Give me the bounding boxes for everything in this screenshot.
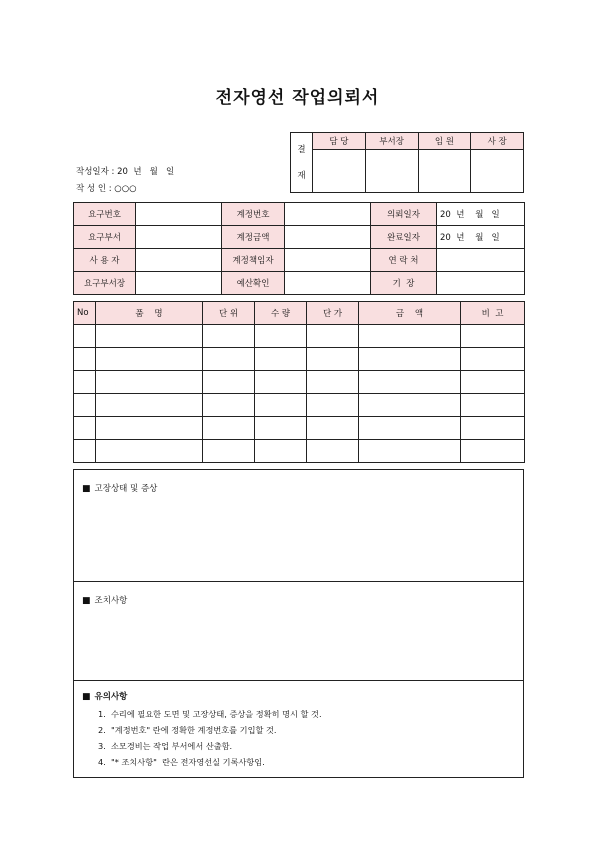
info-row: [74, 203, 525, 226]
table-cell[interactable]: [307, 371, 359, 394]
action-section-label: 조치사항: [94, 596, 128, 606]
table-cell[interactable]: [461, 325, 525, 348]
info-value[interactable]: 20 년 월 일: [437, 203, 525, 226]
table-row: [74, 325, 525, 348]
info-label: 의뢰일자: [371, 203, 437, 226]
col-header-item-name: 품 명: [96, 302, 203, 325]
square-bullet-icon: ■: [82, 484, 91, 494]
note-item: 4. "* 조치사항" 란은 전자영선실 기록사항임.: [98, 757, 265, 767]
table-cell[interactable]: [203, 394, 255, 417]
table-cell[interactable]: [96, 440, 203, 463]
table-cell[interactable]: [74, 394, 96, 417]
table-cell[interactable]: [359, 440, 461, 463]
table-row: [74, 417, 525, 440]
col-header-amount: 금 액: [359, 302, 461, 325]
info-value[interactable]: [437, 249, 525, 272]
table-cell[interactable]: [255, 440, 307, 463]
approval-sign-manager[interactable]: [313, 150, 366, 193]
approval-header-executive: 임 원: [418, 133, 471, 150]
info-label: 요구부서장: [74, 272, 136, 295]
col-header-remarks: 비 고: [461, 302, 525, 325]
col-header-quantity: 수 량: [255, 302, 307, 325]
approval-side-top: 결: [297, 144, 306, 155]
info-label: 예산확인: [222, 272, 285, 295]
info-label: 요구번호: [74, 203, 136, 226]
note-item: 3. 소모경비는 작업 부서에서 산출함.: [98, 741, 233, 751]
info-value[interactable]: [285, 249, 371, 272]
date-line: 작성일자 : 20 년 월 일: [76, 167, 175, 177]
table-cell[interactable]: [307, 348, 359, 371]
table-cell[interactable]: [96, 348, 203, 371]
info-value[interactable]: [285, 203, 371, 226]
info-value[interactable]: [285, 272, 371, 295]
approval-header-president: 사 장: [471, 133, 524, 150]
items-table: [73, 301, 525, 463]
table-row: [74, 440, 525, 463]
notes-section: [73, 680, 524, 778]
square-bullet-icon: ■: [82, 692, 91, 702]
table-cell[interactable]: [74, 440, 96, 463]
table-row: [74, 371, 525, 394]
table-cell[interactable]: [74, 325, 96, 348]
notes-section-title: [82, 690, 127, 702]
table-cell[interactable]: [255, 394, 307, 417]
info-label: 사 용 자: [74, 249, 136, 272]
info-value[interactable]: [136, 226, 222, 249]
table-cell[interactable]: [359, 394, 461, 417]
approval-table: [290, 132, 524, 193]
table-row: [74, 348, 525, 371]
table-row: [74, 394, 525, 417]
col-header-no: No: [74, 302, 96, 325]
table-cell[interactable]: [359, 325, 461, 348]
info-label: 연 락 처: [371, 249, 437, 272]
table-cell[interactable]: [203, 440, 255, 463]
table-cell[interactable]: [74, 417, 96, 440]
approval-sign-president[interactable]: [471, 150, 524, 193]
fault-section[interactable]: [73, 469, 524, 582]
table-cell[interactable]: [96, 371, 203, 394]
info-label: 계정금액: [222, 226, 285, 249]
info-row: [74, 272, 525, 295]
info-row: [74, 249, 525, 272]
note-item: 1. 수리에 필요한 도면 및 고장상태, 증상을 정확히 명시 할 것.: [98, 709, 322, 719]
info-value[interactable]: [136, 203, 222, 226]
table-cell[interactable]: [359, 348, 461, 371]
items-header-row: [74, 302, 525, 325]
items-body: [74, 325, 525, 463]
info-label: 요구부서: [74, 226, 136, 249]
fault-section-title: [82, 482, 157, 494]
approval-sign-dept-head[interactable]: [365, 150, 418, 193]
notes-section-label: 유의사항: [94, 692, 128, 702]
info-table: [73, 202, 525, 295]
table-cell[interactable]: [255, 325, 307, 348]
table-cell[interactable]: [307, 394, 359, 417]
page-title: 전자영선 작업의뢰서: [215, 88, 380, 108]
info-label: 계정번호: [222, 203, 285, 226]
col-header-unit: 단 위: [203, 302, 255, 325]
approval-header-manager: 담 당: [313, 133, 366, 150]
table-cell[interactable]: [203, 417, 255, 440]
table-cell[interactable]: [203, 348, 255, 371]
table-cell[interactable]: [74, 348, 96, 371]
approval-side-bottom: 재: [297, 170, 306, 181]
approval-header-dept-head: 부서장: [365, 133, 418, 150]
col-header-unit-price: 단 가: [307, 302, 359, 325]
info-row: [74, 226, 525, 249]
info-label: 완료일자: [371, 226, 437, 249]
notes-list: [98, 706, 322, 770]
info-value[interactable]: [136, 249, 222, 272]
info-value[interactable]: [136, 272, 222, 295]
table-cell[interactable]: [96, 325, 203, 348]
action-section[interactable]: [73, 581, 524, 681]
table-cell[interactable]: [461, 394, 525, 417]
table-cell[interactable]: [307, 440, 359, 463]
table-cell[interactable]: [255, 348, 307, 371]
table-cell[interactable]: [74, 371, 96, 394]
info-value[interactable]: [285, 226, 371, 249]
table-cell[interactable]: [461, 417, 525, 440]
info-value[interactable]: [437, 272, 525, 295]
table-cell[interactable]: [96, 394, 203, 417]
table-cell[interactable]: [307, 417, 359, 440]
action-section-title: [82, 594, 127, 606]
table-cell[interactable]: [359, 417, 461, 440]
fault-section-label: 고장상태 및 증상: [94, 484, 158, 494]
author-line: 작 성 인 : ○○○: [76, 184, 137, 194]
table-cell[interactable]: [307, 325, 359, 348]
table-cell[interactable]: [255, 371, 307, 394]
square-bullet-icon: ■: [82, 596, 91, 606]
table-cell[interactable]: [359, 371, 461, 394]
table-cell[interactable]: [255, 417, 307, 440]
info-value[interactable]: 20 년 월 일: [437, 226, 525, 249]
table-cell[interactable]: [203, 371, 255, 394]
table-cell[interactable]: [461, 348, 525, 371]
table-cell[interactable]: [96, 417, 203, 440]
approval-sign-executive[interactable]: [418, 150, 471, 193]
table-cell[interactable]: [461, 371, 525, 394]
table-cell[interactable]: [461, 440, 525, 463]
table-cell[interactable]: [203, 325, 255, 348]
info-label: 계정책임자: [222, 249, 285, 272]
note-item: 2. "계정번호" 란에 정확한 계정번호를 기입할 것.: [98, 725, 277, 735]
approval-side: [291, 133, 313, 193]
info-label: 기 장: [371, 272, 437, 295]
